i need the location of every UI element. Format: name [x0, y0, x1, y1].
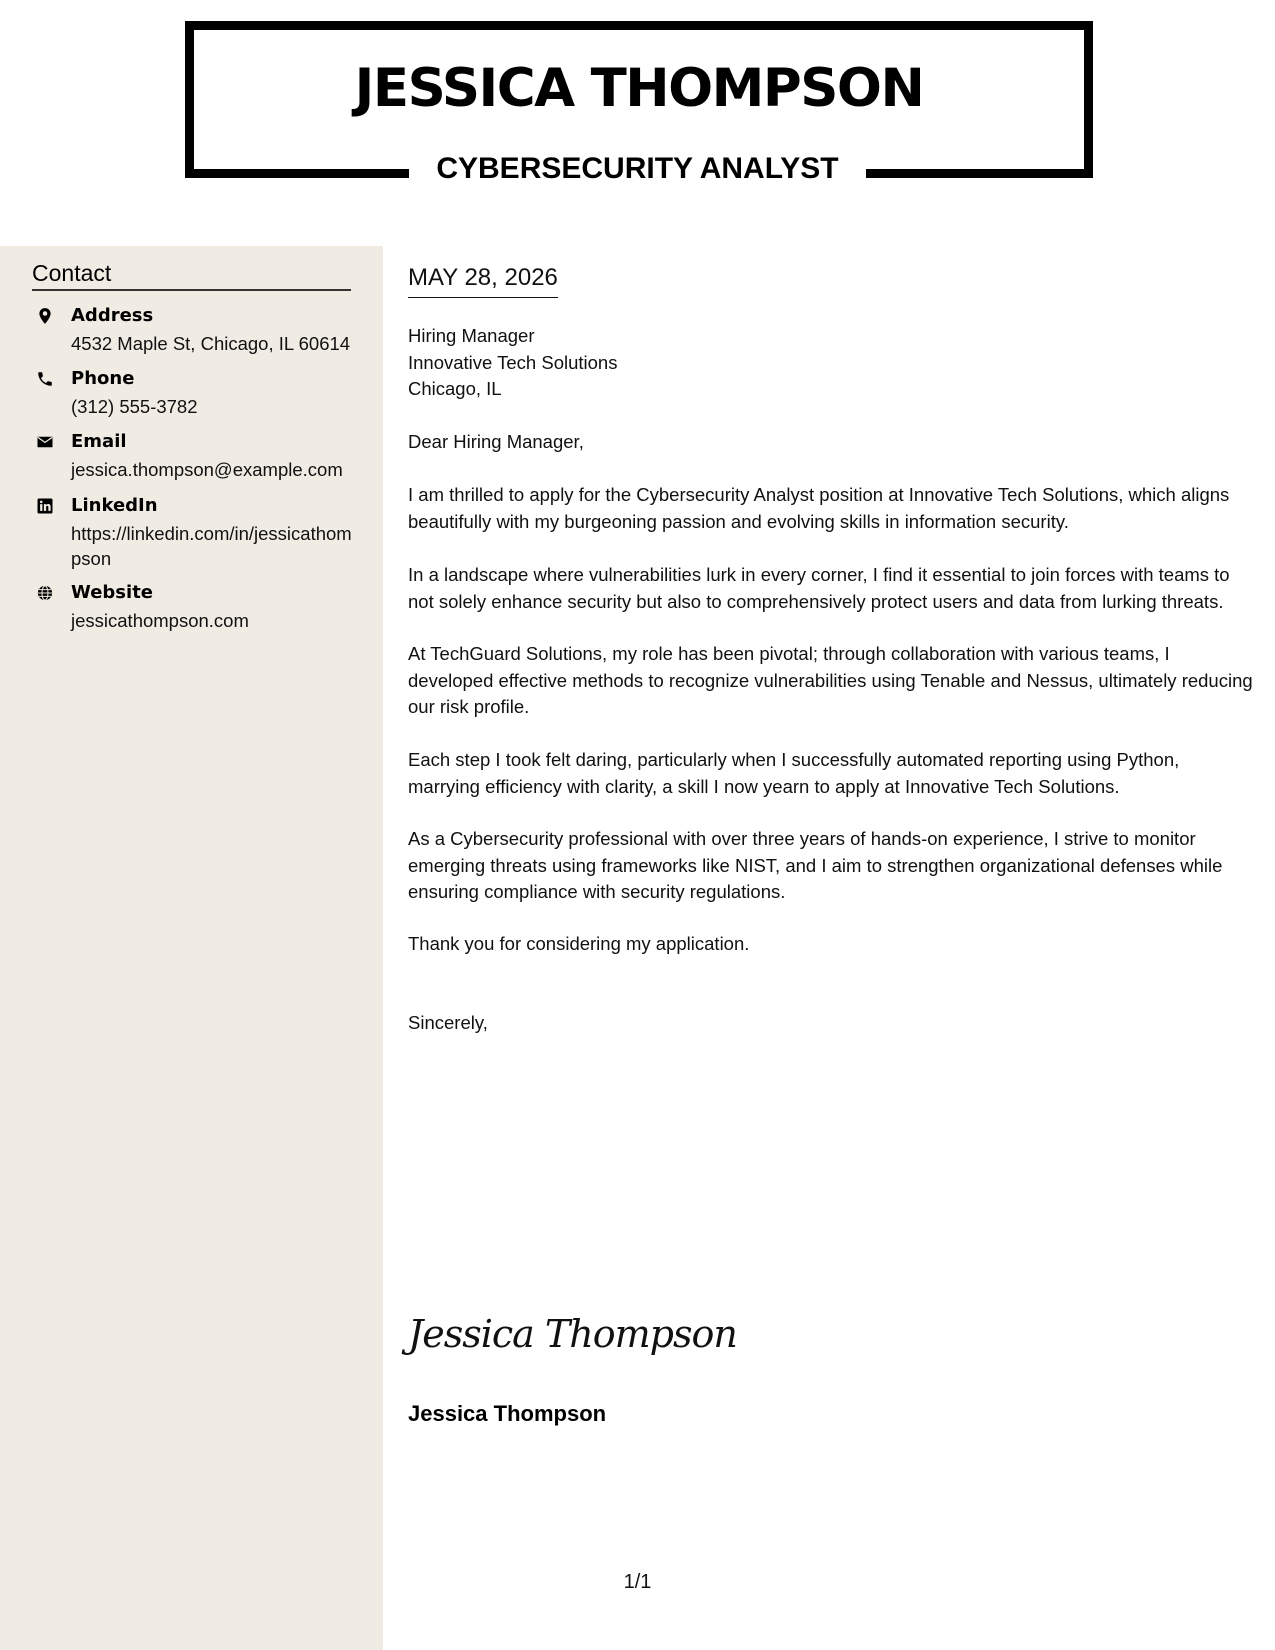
header-frame-bottom-left — [185, 169, 409, 178]
phone-label: Phone — [71, 368, 135, 389]
recipient-line: Innovative Tech Solutions — [408, 351, 618, 373]
phone-icon — [36, 370, 54, 388]
website-label: Website — [71, 582, 154, 603]
linkedin-icon — [36, 497, 54, 515]
address-value: 4532 Maple St, Chicago, IL 60614 — [71, 333, 351, 354]
email-label: Email — [71, 431, 127, 452]
linkedin-value[interactable]: https://linkedin.com/in/jessicathompson — [71, 523, 352, 569]
header-frame-bottom-right — [866, 169, 1089, 178]
salutation: Dear Hiring Manager, — [408, 431, 584, 452]
address-label: Address — [71, 305, 154, 326]
website-value[interactable]: jessicathompson.com — [71, 610, 249, 631]
applicant-name: JESSICA THOMPSON — [354, 58, 924, 119]
envelope-icon — [36, 433, 54, 451]
recipient-line: Chicago, IL — [408, 378, 502, 399]
paragraph: In a landscape where vulnerabilities lurk in every corner, I find it essential to join forces with teams to not solely enhance security but also to comprehensively protect users and data from lurking threats. — [408, 564, 1230, 612]
paragraph: Thank you for considering my application. — [408, 933, 750, 954]
closing: Sincerely, — [408, 1012, 488, 1033]
paragraph: As a Cybersecurity professional with over three years of hands-on experience, I strive to monitor emerging threats using frameworks like NIST, and I aim to strengthen organizational defenses while ensuring compliance with security regulations. — [408, 828, 1223, 902]
paragraph: At TechGuard Solutions, my role has been pivotal; through collaboration with various teams, I developed effective methods to recognize vulnerabilities using Tenable and Nessus, ultimately reducing our risk profile. — [408, 643, 1253, 717]
linkedin-label: LinkedIn — [71, 495, 158, 516]
contact-sidebar — [0, 246, 383, 1650]
email-value: jessica.thompson@example.com — [71, 459, 343, 480]
page-number: 1/1 — [623, 1571, 652, 1593]
map-pin-icon — [36, 307, 54, 325]
paragraph: Each step I took felt daring, particularly when I successfully automated reporting using Python, marrying efficiency with clarity, a skill I now yearn to apply at Innovative Tech Solutions. — [408, 749, 1180, 797]
recipient-line: Hiring Manager — [408, 325, 535, 346]
recipient-block — [408, 323, 617, 403]
job-title: CYBERSECURITY ANALYST — [436, 152, 839, 185]
paragraph: I am thrilled to apply for the Cybersecurity Analyst position at Innovative Tech Solutions, which aligns beautifully with my burgeoning passion and evolving skills in information security. — [408, 484, 1230, 532]
globe-icon — [36, 584, 54, 602]
letter-date: MAY 28, 2026 — [408, 264, 558, 298]
signer-name: Jessica Thompson — [408, 1401, 607, 1426]
phone-value: (312) 555-3782 — [71, 396, 198, 417]
handwritten-signature: Jessica Thompson — [408, 1312, 737, 1356]
contact-heading: Contact — [32, 260, 351, 291]
